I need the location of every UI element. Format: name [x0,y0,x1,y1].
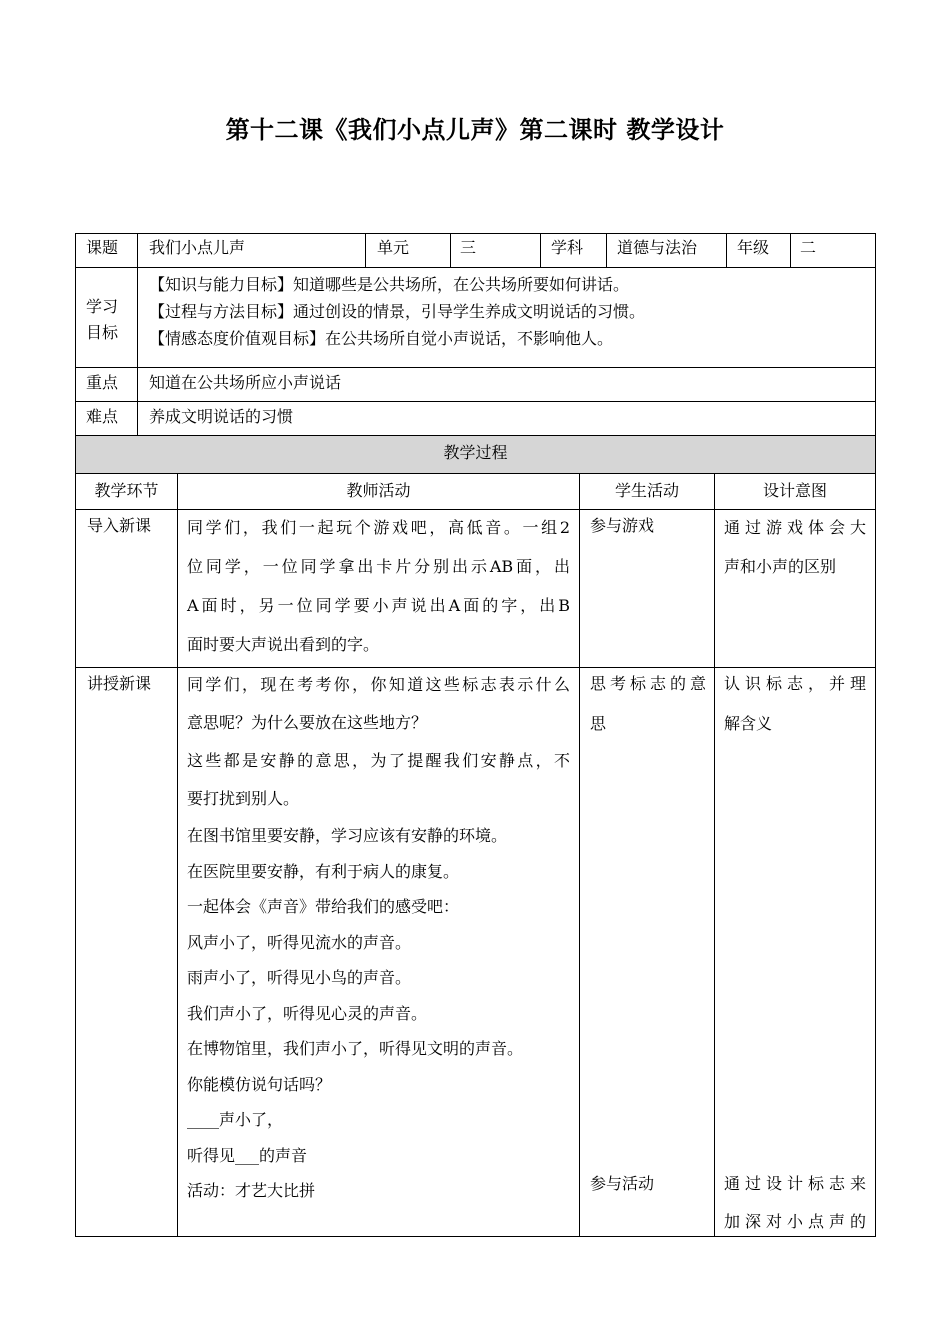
teacher-teach: 同学们，现在考考你，你知道这些标志表示什么 意思呢？为什么要放在这些地方？ 这些都是安静的意思，为了提醒我们安静点，不 要打扰到别人。 在图书馆里要安静，学习应该有安静的环境。 在医院里要安静，有利于病人的康复。 一起体会《声音》带给我们的感受吧： 风声小了，听得见流水的声音。 雨声小了，听得见小鸟的声音。 我们声小了，听得见心灵的声音。 在博物馆里，我们声小了，听得见文明的声音。 你能模仿说句话吗？ ____声小了， 听得见___的声音 活动：才艺大比拼 [187,675,570,1200]
goals-label: 学习 目标 [86,297,119,342]
grade-label: 年级 [737,238,770,257]
col-stage: 教学环节 [94,481,159,500]
stage-intro: 导入新课 [87,516,152,535]
unit-value: 三 [460,238,477,257]
student-teach: 思考标志的意 思 [590,674,706,733]
subject-label: 学科 [551,238,584,257]
difficulty-value: 养成文明说话的习惯 [149,407,294,426]
unit-label: 单元 [377,238,410,257]
process-header: 教学过程 [443,443,508,462]
topic-label: 课题 [86,238,119,257]
col-teacher: 教师活动 [346,481,411,500]
goal-emotion: 【情感态度价值观目标】在公共场所自觉小声说话，不影响他人。 [149,329,614,348]
student-activity: 参与活动 [590,1174,655,1193]
goal-process: 【过程与方法目标】通过创设的情景，引导学生养成文明说话的习惯。 [149,302,646,321]
col-intent: 设计意图 [762,481,827,500]
intent-teach: 认识标志，并理 解含义 [724,674,866,733]
student-intro: 参与游戏 [590,516,655,535]
grade-value: 二 [800,238,817,257]
stage-teach: 讲授新课 [87,674,152,693]
key-point-label: 重点 [86,373,119,392]
goal-knowledge: 【知识与能力目标】知道哪些是公共场所，在公共场所要如何讲话。 [149,275,630,294]
goals-list [149,271,645,352]
key-point-value: 知道在公共场所应小声说话 [149,373,342,392]
teacher-intro: 同学们，我们一起玩个游戏吧，高低音。一组2 位同学，一位同学拿出卡片分别出示AB面，出 A面时，另一位同学要小声说出A面的字，出B 面时要大声说出看到的字。 [187,518,570,654]
col-student: 学生活动 [614,481,679,500]
page-title: 第十二课《我们小点儿声》第二课时 教学设计 [225,116,725,144]
subject-value: 道德与法治 [617,238,698,257]
intent-intro: 通过游戏体会大 声和小声的区别 [724,518,866,576]
intent-activity: 通过设计标志来 加深对小点声的 [724,1174,866,1231]
topic-value: 我们小点儿声 [149,238,246,257]
difficulty-label: 难点 [86,407,119,426]
